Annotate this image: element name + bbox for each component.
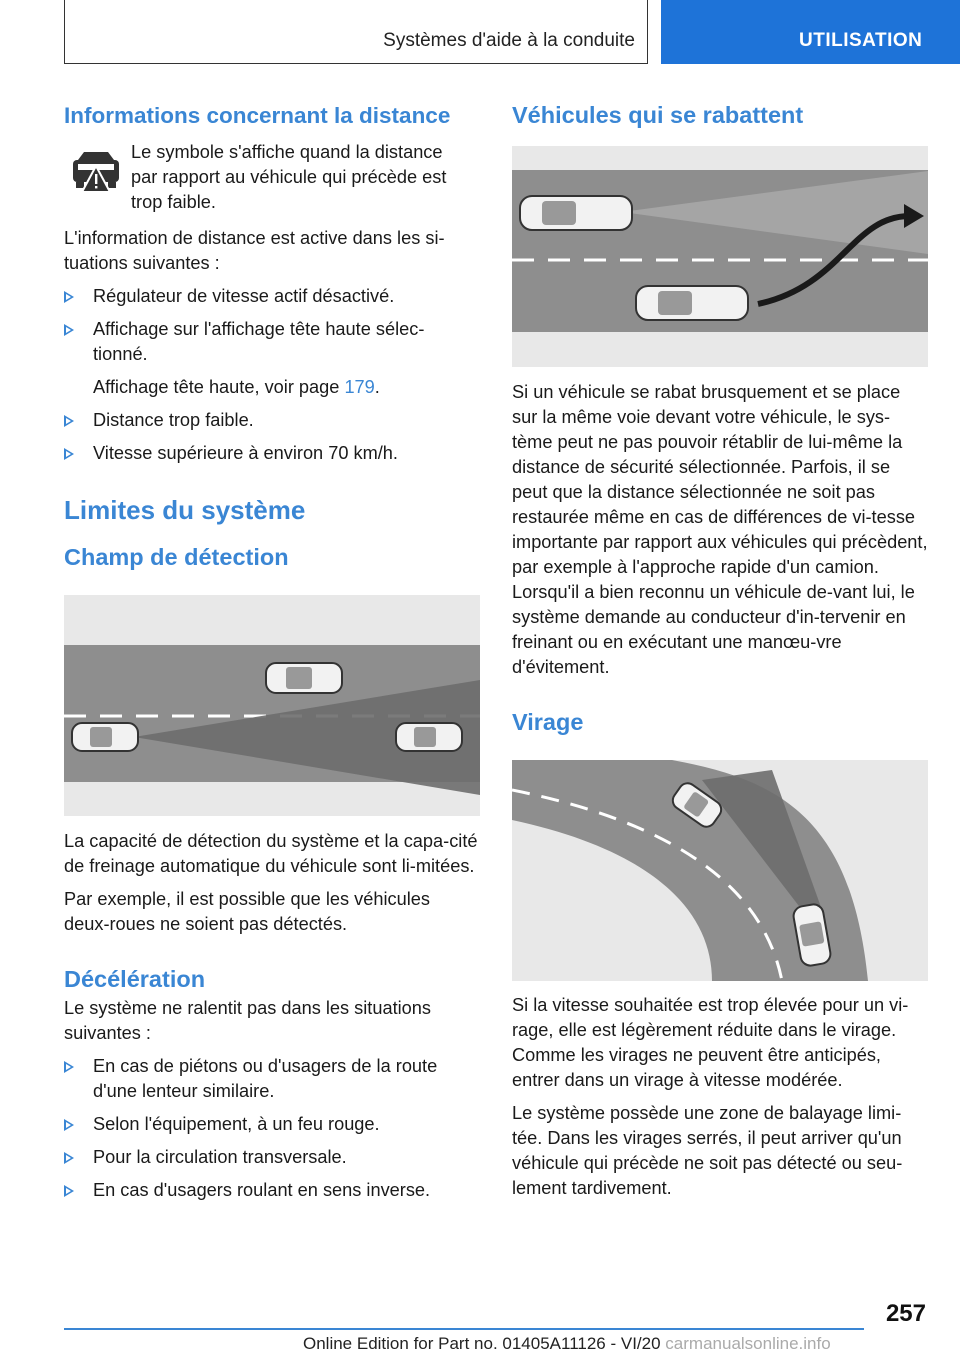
- distance-intro: L'information de distance est active dans les si-tuations suivantes :: [64, 228, 445, 273]
- distance-condition-list: [64, 284, 474, 466]
- curve-text-block: [512, 993, 928, 1209]
- left-column: [64, 103, 474, 474]
- cutin-heading-block: [512, 103, 928, 128]
- cut-in-paragraph: Si un véhicule se rabat brusquement et se place sur la même voie devant votre véhicule, le sys-tème peut ne pas pouvoir rétablir de lui-même la distance de sécurité sélectionnée. Parfois, il se peut que la distance sélectionnée ne soit pas restaurée même en cas de différences de vi-tesse importante par rapport aux véhicules qui précèdent, par exemple à l'approche rapide d'un camion. Lorsqu'il a bien reconnu un véhicule de-vant lui, le système demande au conducteur d'in-tervenir en freinant ou en exécutant une manœu-vre d'évitement.: [512, 382, 928, 677]
- list-item: Vitesse supérieure à environ 70 km/h.: [64, 441, 474, 466]
- list-item: En cas d'usagers roulant en sens inverse.: [64, 1178, 480, 1203]
- bullet-triangle-icon: [64, 1119, 74, 1131]
- cut-in-illustration: [512, 146, 928, 367]
- deceleration-list: [64, 1054, 480, 1203]
- curve-paragraph-2: Le système possède une zone de balayage limi-tée. Dans les virages serrés, il peut arriver qu'un véhicule qui précède ne soit pas détecté ou seu-lement tardivement.: [512, 1103, 903, 1198]
- limits-block: [64, 495, 474, 570]
- header-chapter-tab: [661, 0, 960, 64]
- bullet-triangle-icon: [64, 291, 74, 303]
- bullet-triangle-icon: [64, 1185, 74, 1197]
- footer-edition: Online Edition for Part no. 01405A11126 - VI/20 carmanualsonline.info: [303, 1334, 831, 1353]
- header-chapter-title: UTILISATION: [799, 30, 923, 51]
- car-cutting-in-icon: [636, 286, 748, 320]
- heading-cut-in: Véhicules qui se rabattent: [512, 102, 804, 128]
- heading-distance: Informations concernant la distance: [64, 103, 451, 128]
- detection-text-block: [64, 829, 480, 1211]
- bullet-triangle-icon: [64, 1152, 74, 1164]
- bullet-triangle-icon: [64, 448, 74, 460]
- heading-limits: Limites du système: [64, 495, 306, 525]
- cut-in-figure: [512, 146, 928, 367]
- bullet-triangle-icon: [64, 1061, 74, 1073]
- bullet-triangle-icon: [64, 415, 74, 427]
- hud-reference: Affichage tête haute, voir page 179.: [93, 377, 380, 397]
- detection-paragraph-2: Par exemple, il est possible que les véhicules deux-roues ne soient pas détectés.: [64, 889, 430, 934]
- detection-paragraph-1: La capacité de détection du système et la capa-cité de freinage automatique du véhicule sont li-mitées.: [64, 831, 478, 876]
- page-number: 257: [885, 1300, 926, 1327]
- heading-detection-field: Champ de détection: [64, 544, 289, 570]
- curve-figure: [512, 760, 928, 981]
- bullet-triangle-icon: [64, 324, 74, 336]
- footer-watermark: carmanualsonline.info: [665, 1334, 831, 1353]
- detection-field-figure: [64, 595, 480, 816]
- cutin-text-block: [512, 380, 928, 735]
- deceleration-intro: Le système ne ralentit pas dans les situations suivantes :: [64, 998, 431, 1043]
- car-ego-icon: [72, 723, 138, 751]
- car-adjacent-lane-icon: [266, 663, 342, 693]
- car-ahead-same-lane-icon: [396, 723, 462, 751]
- list-item: Pour la circulation transversale.: [64, 1145, 480, 1170]
- header-section-title: Systèmes d'aide à la conduite: [383, 30, 635, 51]
- list-item: Distance trop faible.: [64, 408, 474, 433]
- list-item: Affichage sur l'affichage tête haute sélec-tionné. Affichage tête haute, voir page 179.: [64, 317, 474, 400]
- list-item: Régulateur de vitesse actif désactivé.: [64, 284, 474, 309]
- page-link-179[interactable]: 179: [344, 377, 375, 397]
- distance-warning-icon: [70, 146, 122, 198]
- detection-field-illustration: [64, 595, 480, 816]
- list-item: En cas de piétons ou d'usagers de la route d'une lenteur similaire.: [64, 1054, 480, 1104]
- list-item: Selon l'équipement, à un feu rouge.: [64, 1112, 480, 1137]
- warning-icon-text: Le symbole s'affiche quand la distance par rapport au véhicule qui précède est trop faible.: [131, 142, 447, 212]
- car-ahead-icon: [520, 196, 632, 230]
- footer-rule: [64, 1328, 864, 1330]
- heading-deceleration: Décélération: [64, 966, 206, 992]
- warning-icon-block: [64, 142, 474, 218]
- heading-curve: Virage: [512, 709, 584, 735]
- curve-illustration: [512, 760, 928, 981]
- curve-paragraph-1: Si la vitesse souhaitée est trop élevée pour un vi-rage, elle est légèrement réduite dans le virage. Comme les virages ne peuvent être anticipés, entrer dans un virage à vitesse modérée.: [512, 995, 909, 1090]
- header-section-box: [64, 0, 648, 64]
